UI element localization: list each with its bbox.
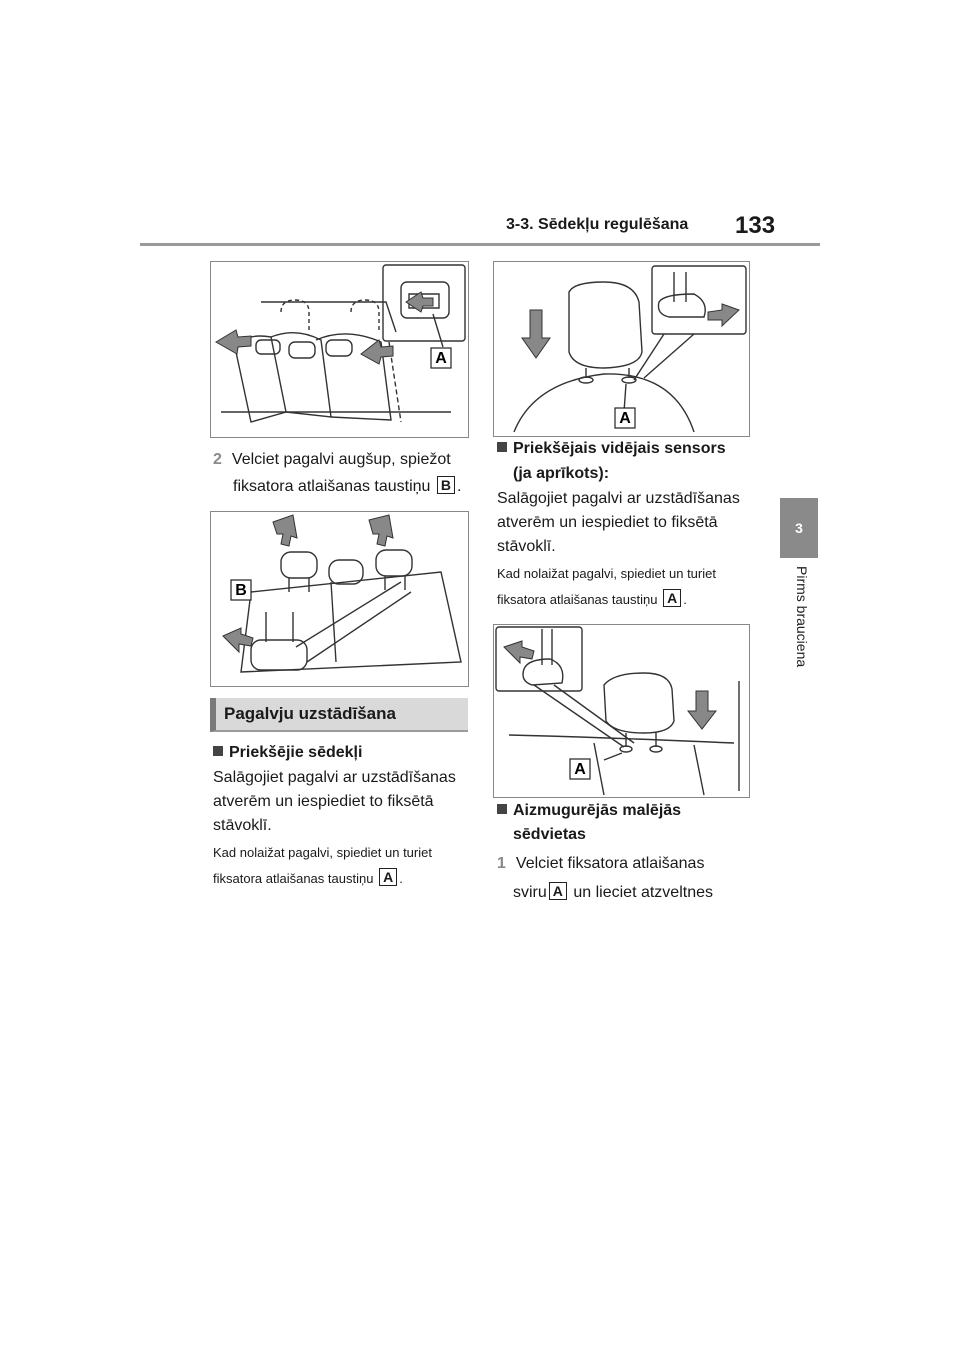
front-seats-heading: Priekšējie sēdekļi	[213, 744, 362, 762]
headrest-remove-illustration	[211, 512, 468, 686]
page-number: 133	[735, 212, 776, 239]
figure-callout-a: A	[619, 410, 631, 427]
center-sensor-heading-line-2: (ja aprīkots):	[513, 465, 610, 482]
square-bullet-icon	[497, 442, 507, 452]
front-paragraph-line-3: stāvoklī.	[213, 817, 272, 834]
figure-callout-a: A	[574, 761, 586, 778]
center-paragraph-line-1: Salāgojiet pagalvi ar uzstādīšanas	[497, 490, 740, 507]
header-rule	[140, 243, 820, 246]
figure-rear-outboard-headrest	[493, 624, 750, 798]
key-label-a: A	[549, 882, 567, 900]
step-1-line-1: 1 Velciet fiksatora atlaišanas	[497, 855, 705, 872]
figure-callout-a: A	[435, 350, 447, 367]
front-note-line-1: Kad nolaižat pagalvi, spiediet un turiet	[213, 845, 432, 860]
center-headrest-illustration	[494, 262, 749, 436]
center-note-line-1: Kad nolaižat pagalvi, spiediet un turiet	[497, 566, 716, 581]
step-1-number: 1	[497, 855, 506, 872]
key-label-a: A	[379, 868, 397, 886]
figure-headrest-remove	[210, 511, 469, 687]
front-paragraph-line-2: atverēm un iespiediet to fiksētā	[213, 793, 434, 810]
step-2-line-2: fiksatora atlaišanas taustiņu B .	[233, 477, 462, 495]
center-note-line-2: fiksatora atlaišanas taustiņu A .	[497, 590, 687, 607]
center-paragraph-line-3: stāvoklī.	[497, 538, 556, 555]
figure-center-headrest	[493, 261, 750, 437]
step-2-line-1: 2 Velciet pagalvi augšup, spiežot	[213, 451, 451, 468]
section-title-bar: Pagalvju uzstādīšana	[210, 698, 468, 732]
chapter-label: Pirms brauciena	[794, 566, 810, 668]
rear-outboard-heading-line-1: Aizmugurējās malējās	[497, 802, 681, 820]
step-2-number: 2	[213, 451, 222, 468]
key-label-a: A	[663, 589, 681, 607]
square-bullet-icon	[213, 746, 223, 756]
chapter-tab: 3	[780, 498, 818, 558]
key-label-b: B	[437, 476, 455, 494]
rear-outboard-headrest-illustration	[494, 625, 749, 797]
front-paragraph-line-1: Salāgojiet pagalvi ar uzstādīšanas	[213, 769, 456, 786]
rear-outboard-heading-line-2: sēdvietas	[513, 826, 586, 843]
center-paragraph-line-2: atverēm un iespiediet to fiksētā	[497, 514, 718, 531]
rear-seat-lever-illustration	[211, 262, 468, 437]
figure-rear-seat-lever	[210, 261, 469, 438]
figure-callout-b: B	[235, 582, 247, 599]
front-note-line-2: fiksatora atlaišanas taustiņu A .	[213, 869, 403, 886]
center-sensor-heading-line-1: Priekšējais vidējais sensors	[497, 440, 726, 458]
step-1-line-2: sviru A un lieciet atzveltnes	[513, 883, 713, 901]
section-header-title: 3-3. Sēdekļu regulēšana	[506, 216, 689, 233]
square-bullet-icon	[497, 804, 507, 814]
